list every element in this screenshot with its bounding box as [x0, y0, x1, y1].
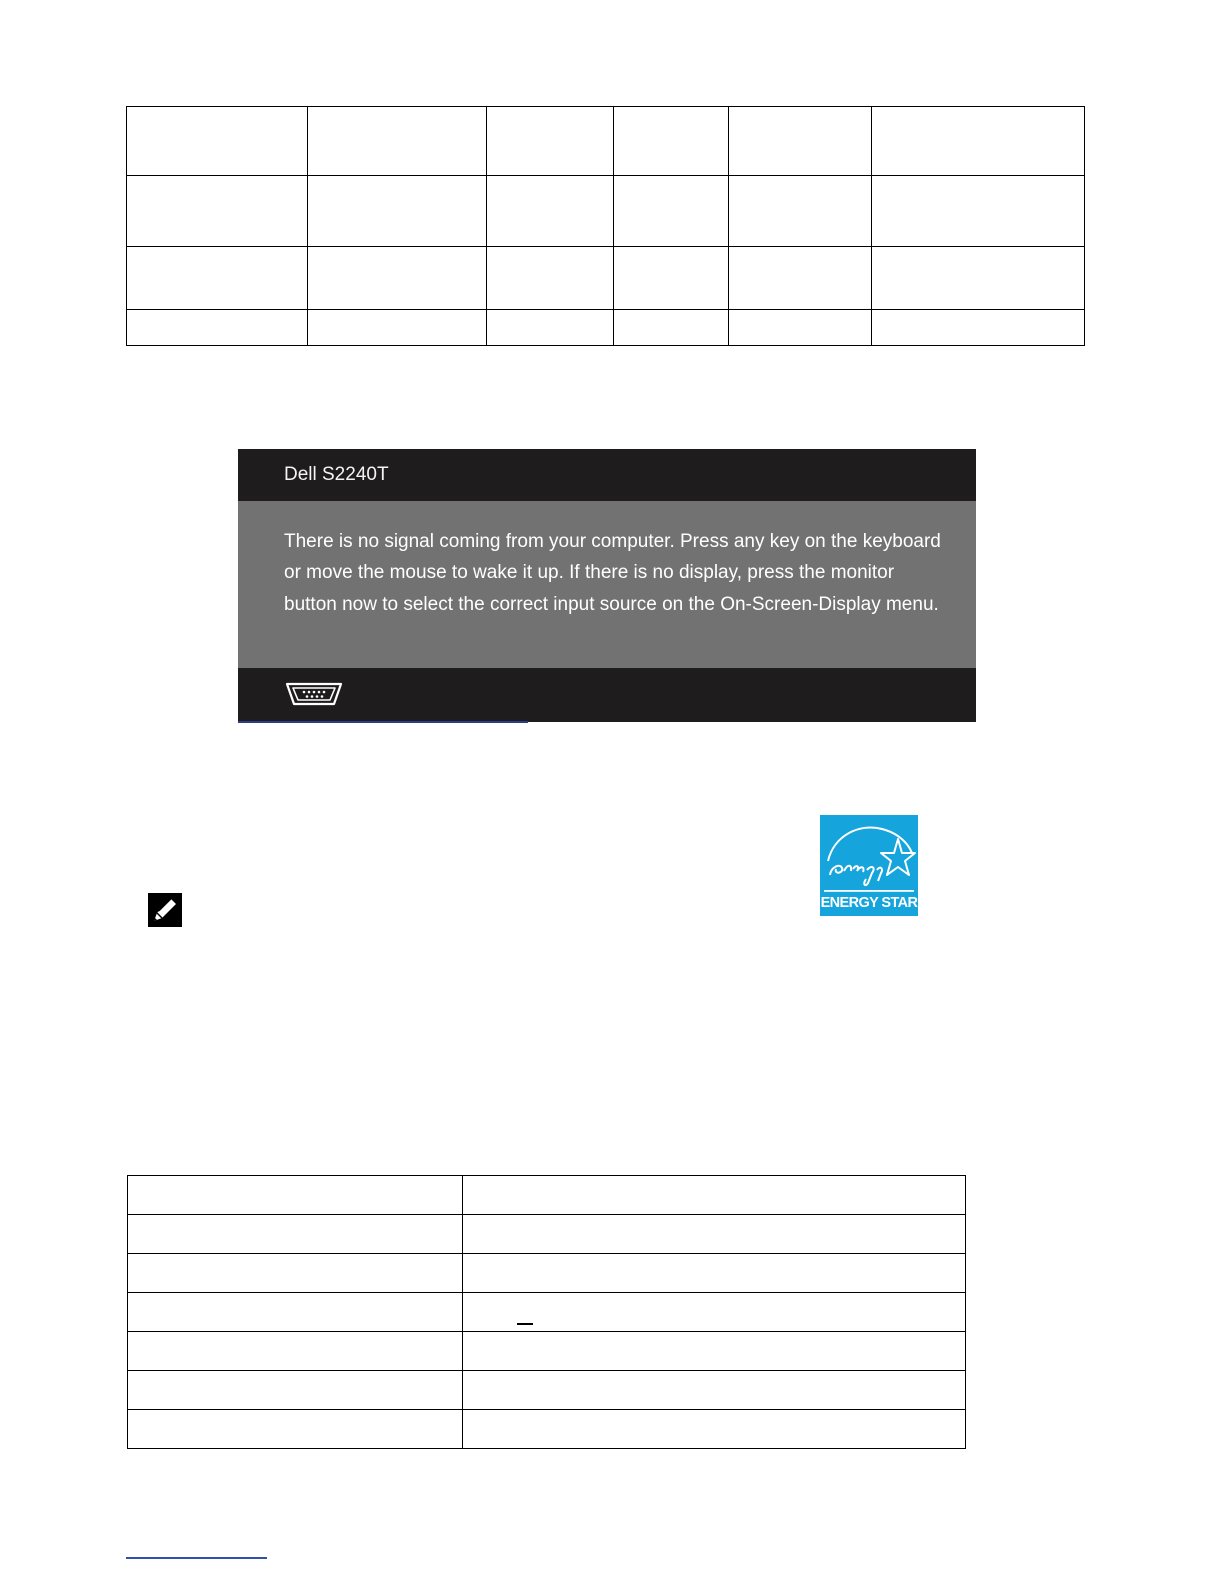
osd-header	[238, 449, 976, 501]
table-cell	[614, 247, 729, 310]
table-cell	[308, 247, 487, 310]
table-row	[127, 310, 1085, 346]
osd-message: There is no signal coming from your computer. Press any key on the keyboard or move the mouse to wake it up. If there is no display, press the monitor button now to select the correct input source on the On-Screen-Display menu.	[284, 531, 941, 615]
energy-star-mark-icon	[820, 815, 918, 895]
specification-table	[127, 1175, 966, 1449]
table-cell	[487, 107, 614, 176]
table-cell	[128, 1293, 463, 1332]
table-cell	[463, 1254, 966, 1293]
osd-title: Dell S2240T	[284, 464, 389, 485]
table-cell	[487, 310, 614, 346]
vga-connector-icon	[284, 681, 344, 707]
table-cell	[614, 176, 729, 247]
table-cell	[127, 247, 308, 310]
table-cell	[614, 310, 729, 346]
table-dash-mark	[517, 1323, 533, 1325]
table-cell	[729, 247, 872, 310]
table-cell	[463, 1176, 966, 1215]
table-cell	[872, 247, 1085, 310]
table-row	[128, 1371, 966, 1410]
energy-star-label: ENERGY STAR	[820, 895, 918, 911]
table-cell	[729, 310, 872, 346]
table-row	[128, 1410, 966, 1449]
table-cell	[128, 1215, 463, 1254]
osd-body	[238, 501, 976, 668]
table-cell	[487, 176, 614, 247]
table-cell	[127, 107, 308, 176]
table-cell	[729, 107, 872, 176]
table-row	[127, 176, 1085, 247]
table-row	[127, 247, 1085, 310]
table-cell	[487, 247, 614, 310]
table-cell	[128, 1176, 463, 1215]
table-cell	[308, 107, 487, 176]
table-row	[128, 1293, 966, 1332]
table-cell	[128, 1332, 463, 1371]
table-cell	[614, 107, 729, 176]
table-cell	[463, 1410, 966, 1449]
pencil-note-icon	[148, 893, 182, 927]
osd-no-signal-dialog	[238, 449, 976, 722]
table-cell	[463, 1371, 966, 1410]
table-cell	[127, 176, 308, 247]
table-cell	[308, 176, 487, 247]
table-row	[128, 1176, 966, 1215]
table-cell	[729, 176, 872, 247]
table-row	[127, 107, 1085, 176]
table-cell	[463, 1332, 966, 1371]
table-row	[128, 1215, 966, 1254]
power-mode-table	[126, 106, 1085, 346]
table-row	[128, 1254, 966, 1293]
table-cell	[463, 1215, 966, 1254]
table-cell	[872, 310, 1085, 346]
table-cell	[127, 310, 308, 346]
table-row	[128, 1332, 966, 1371]
table-cell	[128, 1410, 463, 1449]
osd-bottom-accent	[238, 721, 528, 723]
osd-footer	[238, 668, 976, 722]
footer-link[interactable]	[126, 1557, 267, 1559]
table-cell	[308, 310, 487, 346]
table-cell	[872, 107, 1085, 176]
table-cell	[128, 1371, 463, 1410]
table-cell	[128, 1254, 463, 1293]
table-cell	[872, 176, 1085, 247]
energy-star-logo	[820, 815, 918, 916]
table-cell	[463, 1293, 966, 1332]
